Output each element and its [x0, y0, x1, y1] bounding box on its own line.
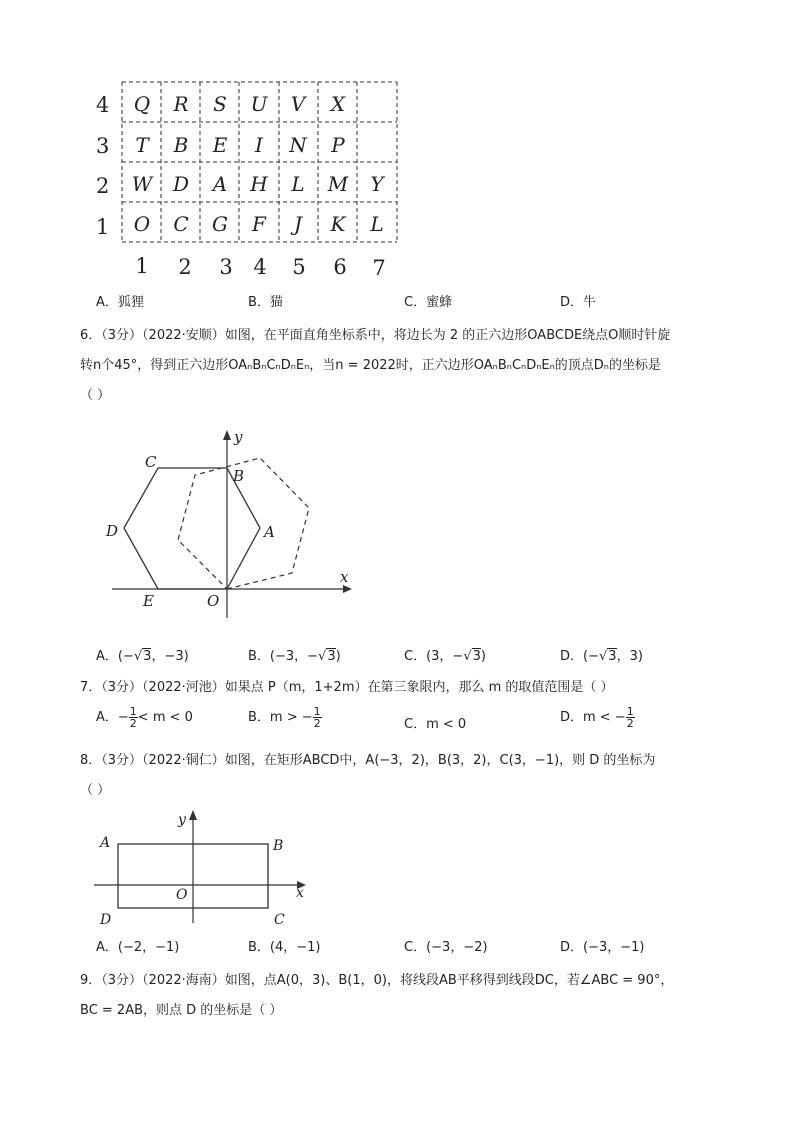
col-label: 3 [219, 255, 233, 279]
grid-cell: N [289, 133, 307, 157]
label-c: C [274, 912, 285, 928]
label-b: B [273, 838, 284, 854]
label-x: x [340, 568, 349, 586]
fraction [129, 706, 138, 729]
q6-option-d[interactable] [560, 645, 643, 664]
row-label: 1 [96, 215, 110, 239]
q6-d-suffix: ，3) [616, 649, 643, 664]
q5-option-c[interactable]: C．蜜蜂 [404, 295, 453, 310]
letter-grid-figure [0, 0, 794, 290]
sqrt-icon: √ [133, 649, 143, 664]
grid-cell: D [172, 172, 190, 196]
grid-cell: P [331, 133, 345, 157]
fraction-numerator: 1 [626, 705, 634, 718]
q7-option-d[interactable] [560, 706, 635, 729]
grid-cell: E [212, 133, 228, 157]
q6-d-prefix: D．(− [560, 649, 599, 664]
label-d: D [106, 522, 119, 540]
q6-a-root: 3 [143, 649, 152, 664]
q8-option-c[interactable]: C．(−3，−2) [404, 940, 488, 955]
fraction-numerator: 1 [129, 705, 137, 718]
fraction-denominator: 2 [129, 717, 137, 730]
q6-stem-line2: 转n个45°，得到正六边形OAₙBₙCₙDₙEₙ，当n = 2022时，正六边形OAₙBₙCₙDₙEₙ的顶点Dₙ的坐标是 [80, 358, 661, 373]
q5-option-b[interactable]: B．猫 [248, 295, 283, 310]
fraction [313, 706, 322, 729]
q6-b-prefix: B．(−3，− [248, 649, 319, 664]
label-o: O [207, 592, 220, 610]
q7-d-prefix: D．m < − [560, 710, 626, 725]
q6-stem-line3: （ ） [80, 388, 111, 403]
fraction-numerator: 1 [313, 705, 321, 718]
grid-cell: W [131, 172, 153, 196]
label-x: x [296, 885, 304, 901]
grid-cell: O [133, 212, 151, 236]
col-label: 4 [253, 255, 267, 279]
grid-cell: R [173, 92, 189, 116]
q8-option-d[interactable]: D．(−3，−1) [560, 940, 645, 955]
q8-stem-line1: 8．（3分）（2022·铜仁）如图，在矩形ABCD中，A(−3，2)，B(3，2)，C(3，−1)，则 D 的坐标为 [80, 753, 656, 768]
q7-option-c[interactable]: C．m < 0 [404, 717, 467, 732]
q8-option-a[interactable]: A．(−2，−1) [96, 940, 180, 955]
label-c: C [145, 453, 157, 471]
q6-b-suffix: ) [335, 649, 341, 664]
grid-cell: C [173, 212, 189, 236]
col-label: 7 [372, 256, 386, 280]
grid-cell: J [293, 212, 303, 236]
q5-option-d[interactable]: D．牛 [560, 295, 597, 310]
q6-a-suffix: ，−3) [151, 649, 189, 664]
q7-b-prefix: B．m > − [248, 710, 313, 725]
label-a: A [100, 835, 111, 851]
row-label: 2 [96, 174, 110, 198]
sqrt-icon: √ [598, 649, 608, 664]
q6-option-c[interactable] [404, 645, 486, 664]
q5-option-a[interactable]: A．狐狸 [96, 295, 144, 310]
rectangle-figure [0, 805, 794, 930]
q8-stem-line2: （ ） [80, 783, 111, 798]
grid-cell: M [327, 172, 349, 196]
grid-cell: Q [133, 92, 151, 116]
label-y: y [234, 428, 243, 446]
q6-c-suffix: ) [480, 649, 486, 664]
q7-option-b[interactable] [248, 706, 322, 729]
q6-c-prefix: C．(3，− [404, 649, 464, 664]
q8-option-b[interactable]: B．(4，−1) [248, 940, 321, 955]
y-axis-arrow [223, 430, 231, 440]
q6-a-prefix: A．(− [96, 649, 134, 664]
grid-cell: Y [370, 172, 384, 196]
q7-option-a[interactable] [96, 706, 193, 729]
grid-cell: T [135, 133, 149, 157]
grid-cell: L [370, 212, 384, 236]
label-e: E [143, 592, 154, 610]
q6-c-root: 3 [472, 649, 481, 664]
grid-cell: A [212, 172, 228, 196]
q6-option-b[interactable] [248, 645, 341, 664]
col-label: 1 [135, 254, 149, 278]
grid-cell: U [250, 92, 268, 116]
fraction [626, 706, 635, 729]
x-axis-arrow [343, 585, 352, 593]
q9-stem-line2: BC = 2AB，则点 D 的坐标是（ ） [80, 1003, 283, 1018]
label-y: y [178, 812, 186, 828]
col-label: 5 [292, 255, 306, 279]
row-label: 3 [96, 134, 110, 158]
grid-cell: F [252, 212, 266, 236]
grid-cell: K [330, 212, 346, 236]
fraction-denominator: 2 [626, 717, 634, 730]
col-label: 6 [333, 255, 347, 279]
q7-stem: 7．（3分）（2022·河池）如果点 P（m，1+2m）在第三象限内，那么 m 的取值范围是（ ） [80, 680, 614, 695]
q6-b-root: 3 [327, 649, 336, 664]
grid-cell: S [213, 92, 227, 116]
y-axis-arrow [189, 810, 197, 820]
label-a: A [264, 523, 275, 541]
col-label: 2 [178, 255, 192, 279]
grid-cell: H [250, 172, 268, 196]
sqrt-icon: √ [318, 649, 327, 664]
q9-stem-line1: 9．（3分）（2022·海南）如图，点A(0，3)、B(1，0)，将线段AB平移得到线段DC，若∠ABC = 90°， [80, 973, 674, 988]
q7-a-prefix: A．− [96, 710, 129, 725]
hexagon-figure [0, 420, 794, 630]
label-o: O [176, 887, 188, 903]
label-b: B [233, 467, 245, 485]
q6-option-a[interactable] [96, 645, 189, 664]
sqrt-icon: √ [463, 649, 472, 664]
fraction-denominator: 2 [313, 717, 321, 730]
grid-cell: I [255, 133, 263, 157]
q6-d-root: 3 [608, 649, 617, 664]
q7-a-suffix: < m < 0 [137, 710, 193, 725]
label-d: D [100, 912, 112, 928]
grid-cell: L [291, 172, 305, 196]
grid-cell: V [290, 92, 306, 116]
grid-cell: X [330, 92, 346, 116]
grid-cell: G [212, 212, 228, 236]
grid-cell: B [173, 133, 189, 157]
row-label: 4 [96, 93, 110, 117]
q6-stem-line1: 6．（3分）（2022·安顺）如图，在平面直角坐标系中，将边长为 2 的正六边形OABCDE绕点O顺时针旋 [80, 328, 671, 343]
